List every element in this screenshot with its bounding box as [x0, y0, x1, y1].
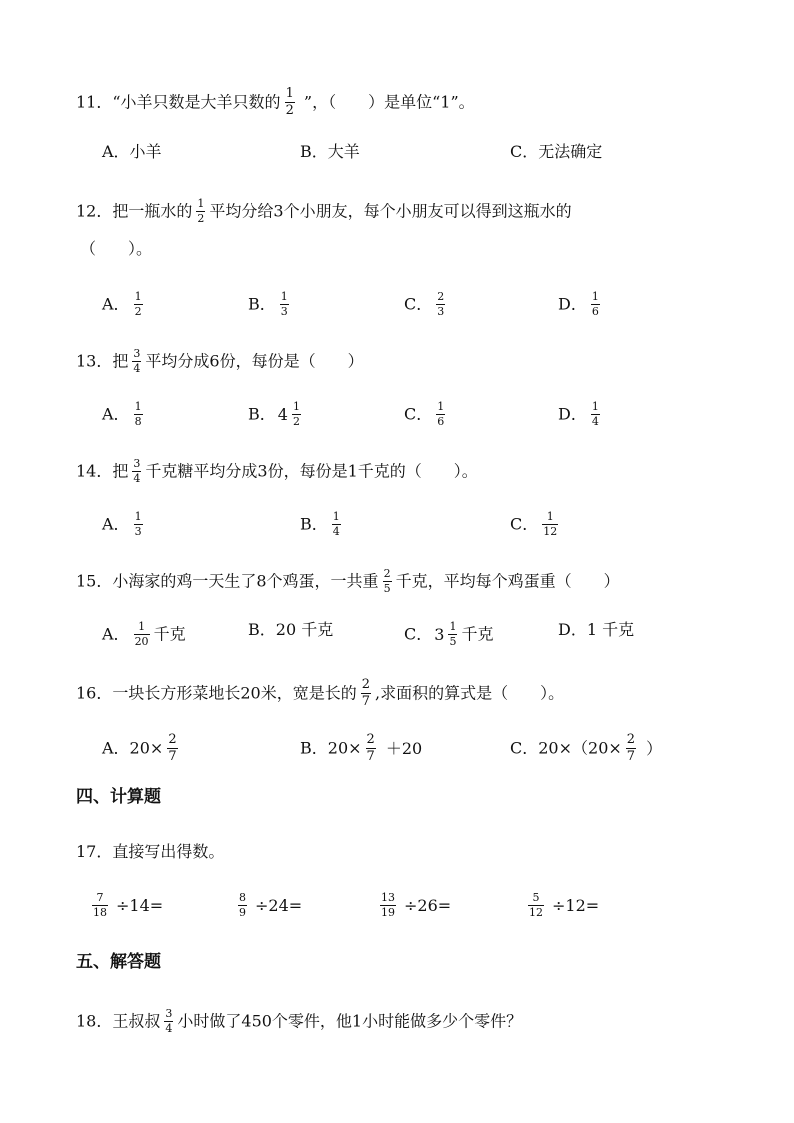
fraction: $\frac{1}{4}$ — [591, 400, 599, 428]
question-text: ”，（ ）是单位“1”。 — [298, 92, 475, 112]
question-number: 14． — [76, 461, 113, 481]
option-c[interactable]: C．无法确定 — [510, 142, 603, 161]
option-c[interactable]: C． $\frac{2}{3}$ — [404, 290, 445, 318]
question-text: 千克，平均每个鸡蛋重（ ） — [395, 571, 620, 591]
fraction: $\frac{1}{2}$ — [197, 197, 205, 225]
fraction: $\frac{2}{3}$ — [437, 290, 445, 318]
question-text: 千克糖平均分成3份，每份是1千克的（ ）。 — [145, 461, 478, 481]
fraction: $\frac{3}{4}$ — [133, 347, 141, 375]
question-17 — [76, 844, 224, 860]
fraction: $\frac{3}{4}$ — [133, 457, 141, 485]
fraction: $\frac{2}{5}$ — [383, 567, 391, 595]
calc-item: $\frac{5}{12}$ ÷12= — [529, 891, 600, 919]
question-12 — [76, 199, 572, 225]
option-b[interactable]: B． 4 $\frac{1}{2}$ — [248, 400, 300, 428]
option-a[interactable]: A． $\frac{1}{20}$ 千克 — [102, 620, 186, 648]
question-18 — [76, 1009, 522, 1035]
option-a[interactable]: A．小羊 — [102, 142, 162, 161]
fraction: $\frac{2}{7}$ — [361, 677, 371, 709]
fraction: $\frac{1}{3}$ — [134, 510, 142, 538]
calc-item: $\frac{8}{9}$ ÷24= — [239, 891, 303, 919]
question-number: 18． — [76, 1011, 113, 1031]
fraction: $\frac{1}{3}$ — [280, 290, 288, 318]
option-c[interactable]: C． $\frac{1}{6}$ — [404, 400, 445, 428]
fraction: $\frac{13}{19}$ — [381, 891, 395, 919]
option-a[interactable]: A． $\frac{1}{2}$ — [102, 290, 142, 318]
question-text: 把 — [112, 351, 129, 371]
option-c[interactable]: C． 3 $\frac{1}{5}$ 千克 — [404, 620, 494, 648]
question-number: 11． — [76, 92, 113, 112]
question-13 — [76, 349, 364, 375]
fraction: $\frac{1}{20}$ — [134, 620, 149, 648]
fraction: $\frac{1}{6}$ — [437, 400, 445, 428]
calc-item: $\frac{13}{19}$ ÷26= — [381, 891, 452, 919]
fraction: $\frac{7}{18}$ — [93, 891, 107, 919]
question-text: 平均分给3个小朋友，每个小朋友可以得到这瓶水的 — [209, 201, 572, 221]
question-12-blank: （ ）。 — [80, 239, 153, 258]
option-a[interactable]: A． $\frac{1}{3}$ — [102, 510, 142, 538]
question-text: 王叔叔 — [112, 1011, 161, 1031]
option-b[interactable]: B．20 千克 — [248, 620, 334, 639]
question-number: 12． — [76, 201, 113, 221]
fraction: $\frac{5}{12}$ — [529, 891, 543, 919]
option-a[interactable]: A．20× $\frac{2}{7}$ — [102, 732, 177, 764]
question-number: 17． — [76, 842, 113, 861]
question-14 — [76, 459, 478, 485]
option-c[interactable]: C．20×（20× $\frac{2}{7}$ ） — [510, 732, 663, 764]
fraction: $\frac{1}{2}$ — [285, 86, 294, 118]
fraction: $\frac{2}{7}$ — [168, 732, 177, 764]
section-heading: 五、解答题 — [76, 952, 161, 972]
question-text: “小羊只数是大羊只数的 — [112, 92, 281, 112]
question-text: 把 — [112, 461, 129, 481]
question-text: 一块长方形菜地长20米，宽是长的 — [112, 683, 357, 703]
fraction: $\frac{8}{9}$ — [239, 891, 246, 919]
question-15 — [76, 569, 620, 595]
fraction: $\frac{1}{8}$ — [134, 400, 142, 428]
option-b[interactable]: B． $\frac{1}{3}$ — [248, 290, 288, 318]
question-text: 平均分成6份，每份是（ ） — [145, 351, 364, 371]
option-d[interactable]: D． $\frac{1}{4}$ — [558, 400, 599, 428]
question-number: 13． — [76, 351, 113, 371]
fraction: $\frac{1}{2}$ — [292, 400, 300, 428]
section-heading: 四、计算题 — [76, 787, 161, 807]
calc-item: $\frac{7}{18}$ ÷14= — [93, 891, 164, 919]
option-d[interactable]: D．1 千克 — [558, 620, 635, 639]
question-16 — [76, 679, 564, 709]
fraction: $\frac{3}{4}$ — [165, 1007, 173, 1035]
option-c[interactable]: C． $\frac{1}{12}$ — [510, 510, 558, 538]
option-b[interactable]: B．大羊 — [300, 142, 360, 161]
question-text: 直接写出得数。 — [112, 842, 225, 861]
fraction: $\frac{2}{7}$ — [626, 732, 636, 764]
fraction: $\frac{1}{5}$ — [449, 620, 457, 648]
option-b[interactable]: B．20× $\frac{2}{7}$ ＋20 — [300, 732, 423, 764]
question-number: 16． — [76, 683, 113, 703]
fraction: $\frac{1}{6}$ — [591, 290, 599, 318]
fraction: $\frac{2}{7}$ — [366, 732, 375, 764]
question-number: 15． — [76, 571, 113, 591]
question-text: 小海家的鸡一天生了8个鸡蛋，一共重 — [112, 571, 379, 591]
fraction: $\frac{1}{2}$ — [134, 290, 142, 318]
question-text: 小时做了450个零件，他1小时能做多少个零件？ — [177, 1011, 523, 1031]
fraction: $\frac{1}{12}$ — [543, 510, 558, 538]
fraction: $\frac{1}{4}$ — [332, 510, 340, 538]
option-b[interactable]: B． $\frac{1}{4}$ — [300, 510, 340, 538]
option-d[interactable]: D． $\frac{1}{6}$ — [558, 290, 599, 318]
question-11 — [76, 88, 475, 118]
question-text: ,求面积的算式是（ ）。 — [375, 683, 565, 703]
option-a[interactable]: A． $\frac{1}{8}$ — [102, 400, 142, 428]
question-text: 把一瓶水的 — [112, 201, 193, 221]
